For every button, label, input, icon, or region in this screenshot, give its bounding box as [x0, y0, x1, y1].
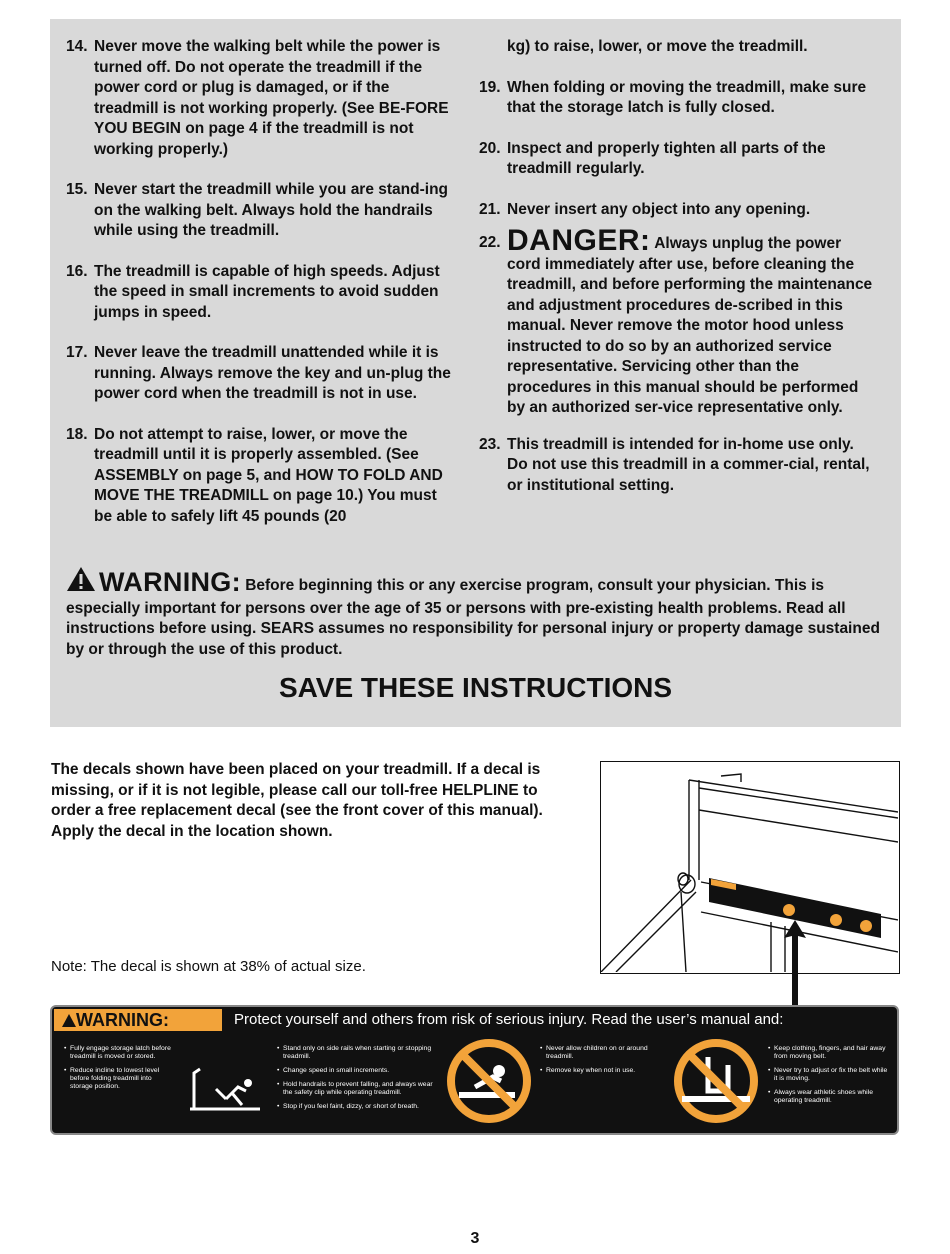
- warning-heading: WARNING:: [99, 567, 241, 597]
- falling-person-icon: [186, 1059, 266, 1114]
- warning-triangle-icon: [62, 1014, 76, 1027]
- no-children-icon: [445, 1037, 533, 1125]
- list-item-continuation: kg) to raise, lower, or move the treadmill.: [507, 38, 808, 55]
- left-column: [66, 37, 458, 547]
- danger-heading: DANGER:: [507, 224, 651, 257]
- list-item: 21. Never insert any object into any opening.: [479, 200, 811, 218]
- no-hands-icon: [672, 1037, 760, 1125]
- decal-warning-tag: WARNING:: [54, 1009, 222, 1031]
- decal-headline: Protect yourself and others from risk of serious injury. Read the user’s manual and:: [234, 1011, 784, 1028]
- list-item: 16. The treadmill is capable of high speeds. Adjust the speed in small increments to avoid sudden jumps in speed.: [66, 262, 440, 321]
- pointer-arrow-icon: [780, 920, 810, 1015]
- decal-column-3: • Never allow children on or around treadmill. • Remove key when not in use.: [540, 1045, 655, 1081]
- decal-note: Note: The decal is shown at 38% of actual size.: [51, 958, 366, 975]
- decal-column-4: • Keep clothing, fingers, and hair away from moving belt. • Never try to adjust or fix the belt while it is moving. • Always wear athletic shoes while operating treadmill.: [768, 1045, 888, 1111]
- list-item: 17. Never leave the treadmill unattended while it is running. Always remove the key and un-plug the power cord when the treadmill is not in use.: [66, 344, 451, 402]
- warning-decal: [50, 1005, 899, 1135]
- right-column: [479, 37, 874, 516]
- decal-column-1: • Fully engage storage latch before treadmill is moved or stored. • Reduce incline to lowest level before folding treadmill into storage position.: [64, 1045, 176, 1097]
- list-item: 15. Never start the treadmill while you are stand-ing on the walking belt. Always hold the handrails while using the treadmill.: [66, 181, 449, 239]
- save-instructions-title: SAVE THESE INSTRUCTIONS: [278, 672, 673, 703]
- danger-item: 22. DANGER: Always unplug the power cord immediately after use, before cleaning the treadmill, and before performing the maintenance and adjustment procedures de-scribed in this manual. Never remove the motor hood unless instructed to do so by an authorized service representative. Servicing other than the procedures in this manual should be performed by an authorized ser-vice representative only.: [479, 224, 873, 416]
- decal-description: The decals shown have been placed on your treadmill. If a decal is missing, or if it is not legible, please call our toll-free HELPLINE to order a free replacement decal (see the front cover of this manual). Apply the decal in the location shown.: [51, 761, 543, 840]
- list-item: 20. Inspect and properly tighten all parts of the treadmill regularly.: [479, 139, 826, 177]
- warning-paragraph: WARNING: Before beginning this or any exercise program, consult your physician. This is especially important for persons over the age of 35 or persons with pre-existing health problems. Read all instructions before using. SEARS assumes no responsibility for personal injury or property damage sustained by or through the use of this product.: [66, 567, 880, 658]
- list-item: 23. This treadmill is intended for in-home use only. Do not use this treadmill in a commer-cial, rental, or institutional setting.: [479, 435, 870, 494]
- page-number: 3: [470, 1230, 480, 1247]
- decal-column-2: • Stand only on side rails when starting or stopping treadmill. • Change speed in small increments. • Hold handrails to prevent falling, and always wear the safety clip while operating treadmill. • Stop if you feel faint, dizzy, or short of breath.: [277, 1045, 442, 1117]
- list-item: 14. Never move the walking belt while the power is turned off. Do not operate the treadmill if the power cord or plug is damaged, or if the treadmill is not working properly. (See BE-FORE YOU BEGIN on page 4 if the treadmill is not working properly.): [66, 38, 449, 158]
- list-item: 18. Do not attempt to raise, lower, or move the treadmill until it is properly assembled. (See ASSEMBLY on page 5, and HOW TO FOLD AND MOVE THE TREADMILL on page 10.) You must be able to safely lift 45 pounds (20: [66, 425, 443, 525]
- treadmill-decal-illustration: [600, 761, 900, 974]
- list-item: 19. When folding or moving the treadmill, make sure that the storage latch is fully closed.: [479, 78, 867, 116]
- warning-triangle-icon: [66, 566, 96, 599]
